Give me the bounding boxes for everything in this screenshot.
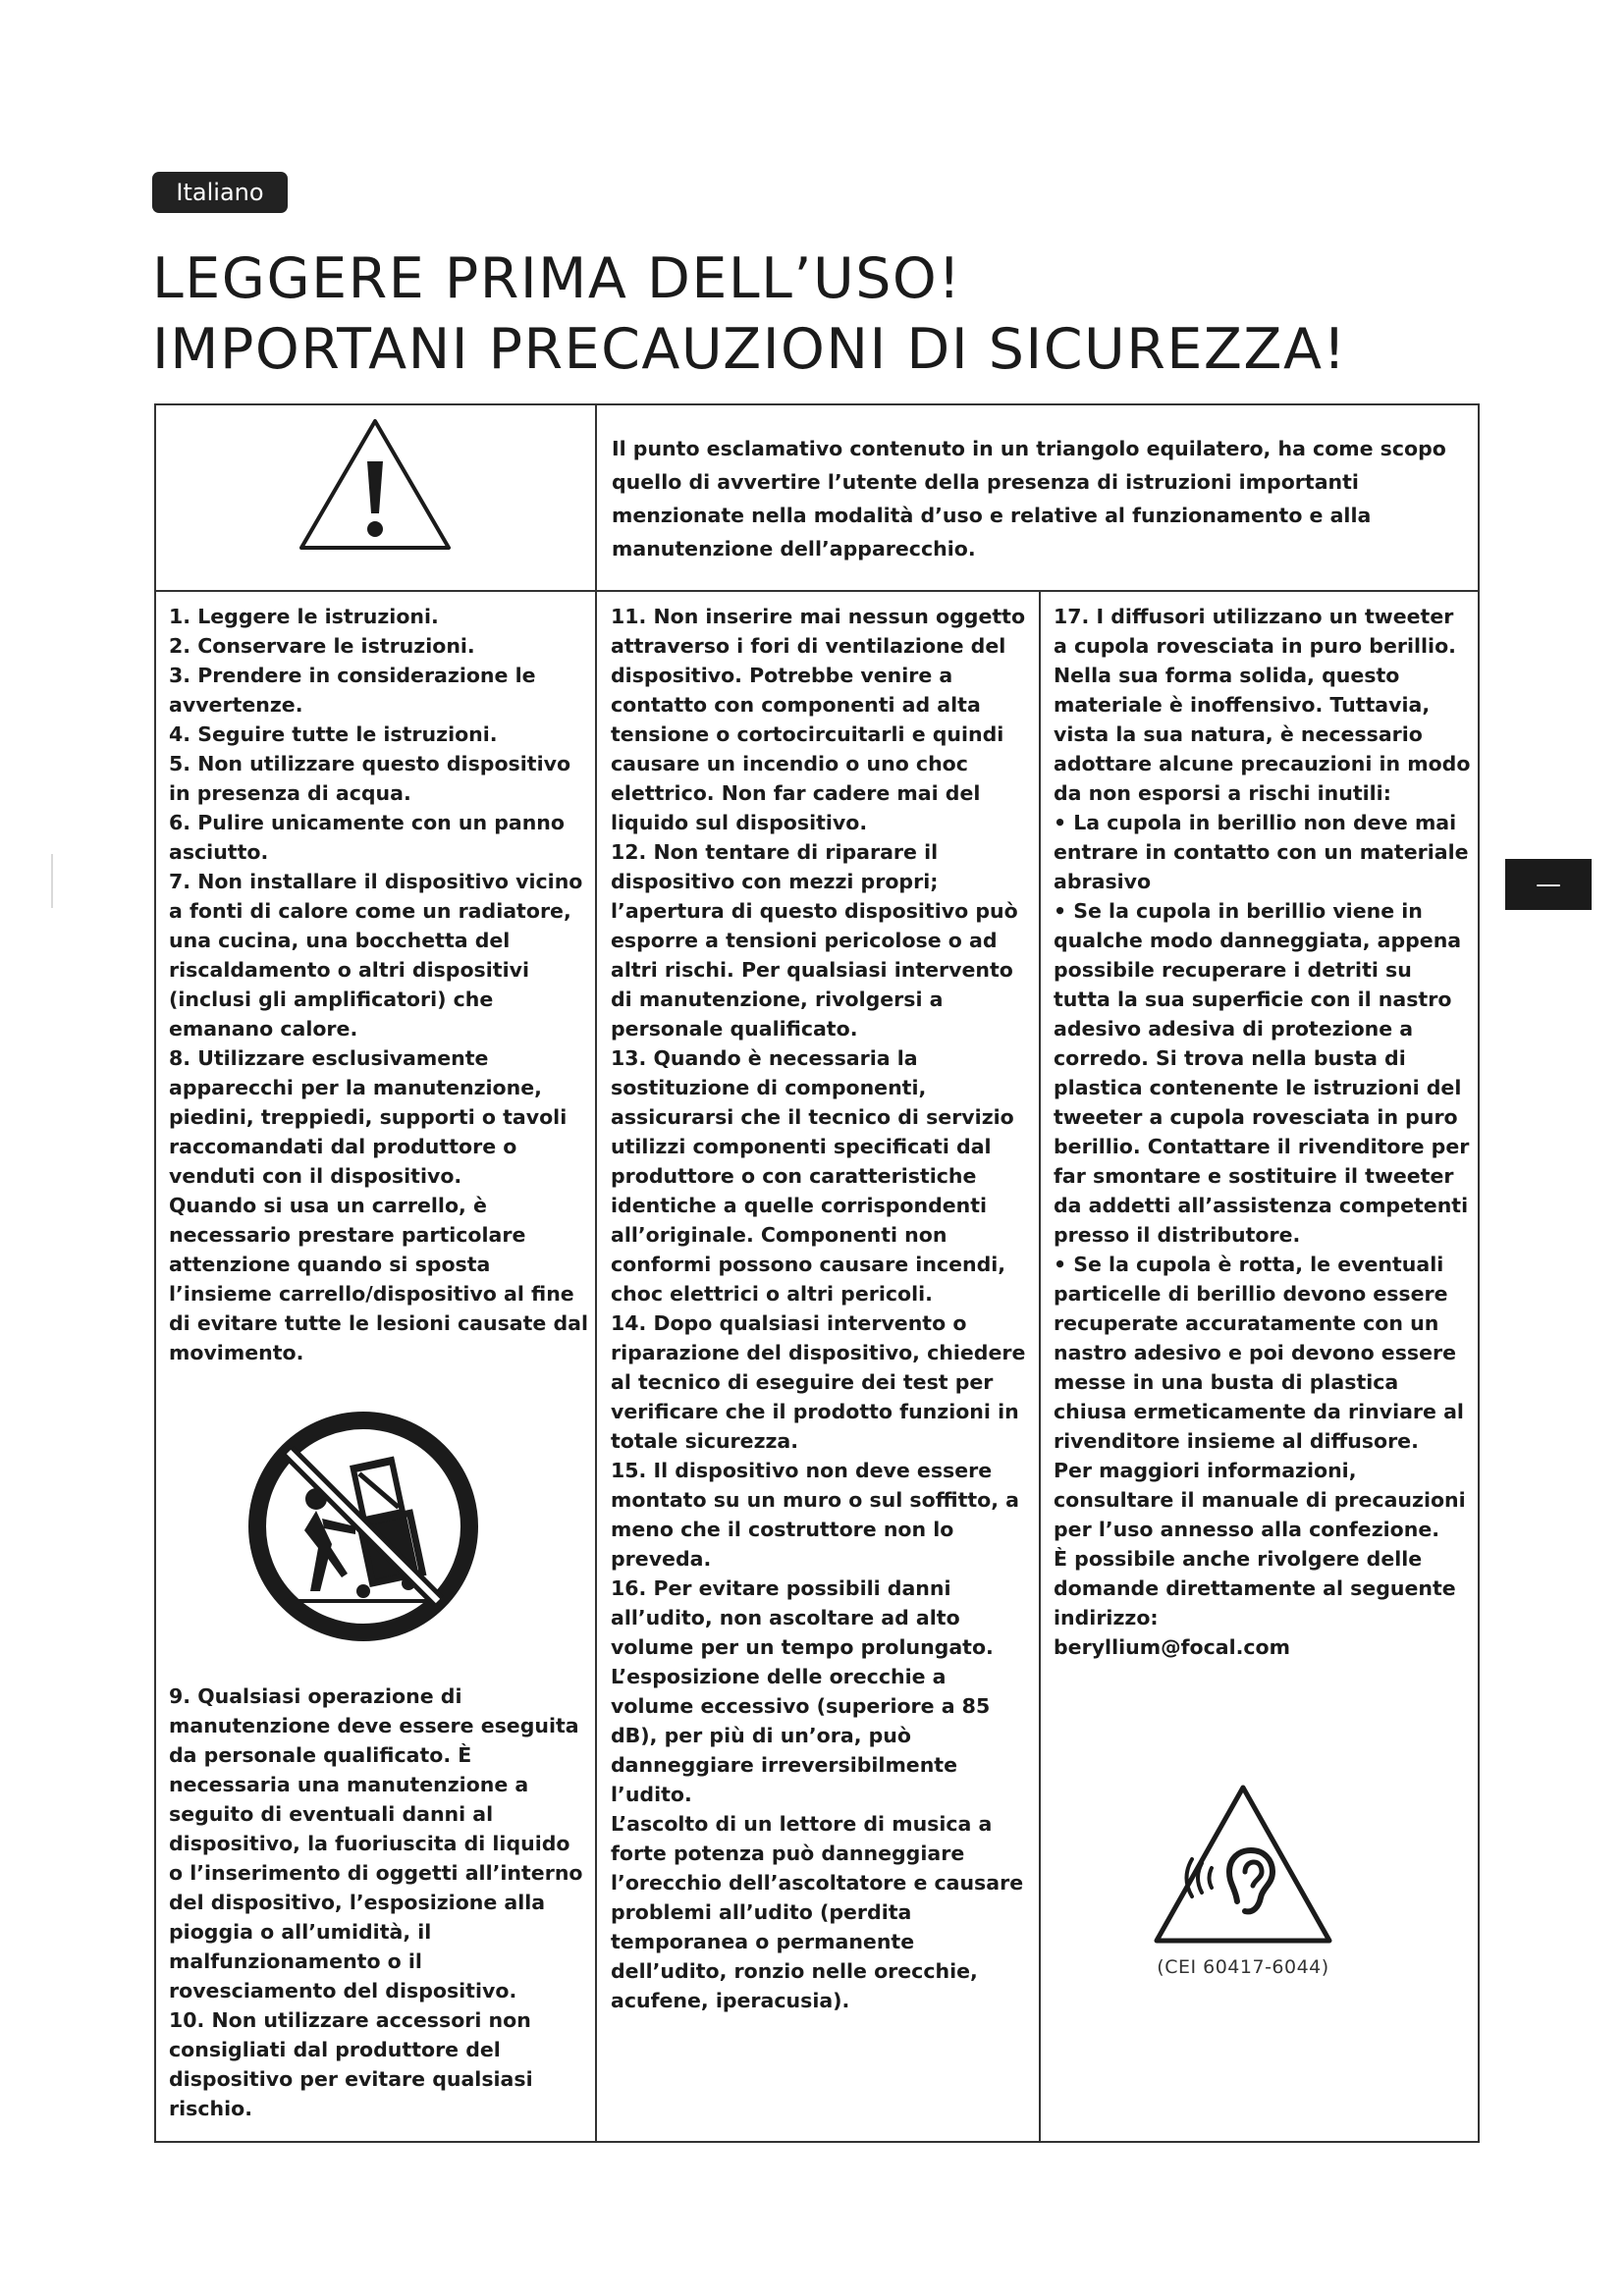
column-3 <box>1054 602 1474 1662</box>
title-line-1: LEGGERE PRIMA DELL’USO! <box>152 246 962 311</box>
instruction-item: È possibile anche rivolgere delle domande direttamente al seguente indirizzo: <box>1054 1547 1456 1629</box>
section-tab: — <box>1505 859 1592 910</box>
warning-explanation: Il punto esclamativo contenuto in un triangolo equilatero, ha come scopo quello di avvertire l’utente della presenza di istruzioni importanti menzionate nella modalità d’uso e relative al funzionamento e alla manutenzione dell’apparecchio. <box>612 437 1446 561</box>
instruction-item: Quando si usa un carrello, è necessario prestare particolare attenzione quando si sposta l’insieme carrello/dispositivo al fine di evitare tutte le lesioni causate dal movimento. <box>169 1194 589 1364</box>
contact-email: beryllium@focal.com <box>1054 1635 1290 1659</box>
instruction-item: 6. Pulire unicamente con un panno asciutto. <box>169 811 565 864</box>
hearing-damage-warning-icon <box>1151 1782 1335 1949</box>
instruction-item: 1. Leggere le istruzioni. <box>169 605 439 628</box>
row-divider <box>154 590 1480 592</box>
instruction-item: 15. Il dispositivo non deve essere montato su un muro o sul soffitto, a meno che il costruttore non lo preveda. <box>611 1459 1020 1571</box>
instruction-item: • Se la cupola è rotta, le eventuali particelle di berillio devono essere recuperate accuratamente con un nastro adesivo e poi devono essere messe in una busta di plastica chiusa ermeticamente da rinviare al rivenditore insieme al diffusore. <box>1054 1253 1464 1453</box>
instruction-item: 7. Non installare il dispositivo vicino a fonti di calore come un radiatore, una cucina, una bocchetta del riscaldamento o altri dispositivi (inclusi gli amplificatori) che emanano calore. <box>169 870 583 1041</box>
language-badge: Italiano <box>152 172 288 213</box>
instruction-item: Per maggiori informazioni, consultare il manuale di precauzioni per l’uso annesso alla confezione. <box>1054 1459 1466 1541</box>
instruction-item: 10. Non utilizzare accessori non consigliati dal produttore del dispositivo per evitare qualsiasi rischio. <box>169 2008 533 2120</box>
instruction-item: 2. Conservare le istruzioni. <box>169 634 475 658</box>
instruction-item: 16. Per evitare possibili danni all’udito, non ascoltare ad alto volume per un tempo prolungato. <box>611 1576 994 1659</box>
instruction-item: L’ascolto di un lettore di musica a forte potenza può danneggiare l’orecchio dell’ascoltatore e causare problemi all’udito (perdita temporanea o permanente dell’udito, ronzio nelle orecchie, acufene, iperacusia). <box>611 1812 1024 2012</box>
instruction-item: 8. Utilizzare esclusivamente apparecchi per la manutenzione, piedini, treppiedi, supporti o tavoli raccomandati dal produttore o venduti con il dispositivo. <box>169 1046 568 1188</box>
instruction-item: L’esposizione delle orecchie a volume eccessivo (superiore a 85 dB), per più di un’ora, può danneggiare irreversibilmente l’udito. <box>611 1665 991 1806</box>
column-1-bottom <box>169 1682 589 2123</box>
instruction-item: 14. Dopo qualsiasi intervento o riparazione del dispositivo, chiedere al tecnico di eseguire dei test per verificare che il prodotto funzioni in totale sicurezza. <box>611 1311 1026 1453</box>
column-1-top <box>169 602 589 1367</box>
instruction-item: 17. I diffusori utilizzano un tweeter a cupola rovesciata in puro berillio. Nella sua forma solida, questo materiale è inoffensivo. Tuttavia, vista la sua natura, è necessario adottare alcune precauzioni in modo da non esporsi a rischi inutili: <box>1054 605 1471 805</box>
instruction-item: 11. Non inserire mai nessun oggetto attraverso i fori di ventilazione del dispositivo. Potrebbe venire a contatto con componenti ad alta tensione o cortocircuitarli e quindi causare un incendio o uno choc elettrico. Non far cadere mai del liquido sul dispositivo. <box>611 605 1026 834</box>
page-title <box>152 243 1347 385</box>
column-2 <box>611 602 1031 2015</box>
instruction-item: 13. Quando è necessaria la sostituzione di componenti, assicurarsi che il tecnico di servizio utilizzi componenti specificati dal produttore o con caratteristiche identiche a quelle corrispondenti all’originale. Componenti non conformi possono causare incendi, choc elettrici o altri pericoli. <box>611 1046 1014 1306</box>
instruction-item: • Se la cupola in berillio viene in qualche modo danneggiata, appena possibile recuperare i detriti su tutta la sua superficie con il nastro adesivo adesiva di protezione a corredo. Si trova nella busta di plastica contenente le istruzioni del tweeter a cupola rovesciata in puro berillio. Contattare il rivenditore per far smontare e sostituire il tweeter da addetti all’assistenza competenti presso il distributore. <box>1054 899 1470 1247</box>
column-divider-1 <box>595 403 597 2143</box>
title-line-2: IMPORTANI PRECAUZIONI DI SICUREZZA! <box>152 317 1347 382</box>
cei-standard-label: (CEI 60417-6044) <box>1157 1956 1329 1978</box>
instruction-item: 3. Prendere in considerazione le avvertenze. <box>169 664 536 717</box>
cart-tip-over-warning-icon <box>245 1409 481 1644</box>
warning-exclamation-icon <box>297 417 454 555</box>
instruction-item: • La cupola in berillio non deve mai entrare in contatto con un materiale abrasivo <box>1054 811 1469 893</box>
instruction-item: 12. Non tentare di riparare il dispositivo con mezzi propri; l’apertura di questo dispositivo può esporre a tensioni pericolose o ad altri rischi. Per qualsiasi intervento di manutenzione, rivolgersi a personale qualificato. <box>611 840 1018 1041</box>
instruction-item: 9. Qualsiasi operazione di manutenzione deve essere eseguita da personale qualificato. È necessaria una manutenzione a seguito di eventuali danni al dispositivo, la fuoriuscita di liquido o l’inserimento di oggetti all’interno del dispositivo, l’esposizione alla pioggia o all’umidità, il malfunzionamento o il rovesciamento del dispositivo. <box>169 1684 583 2002</box>
page-edge-mark <box>51 854 53 908</box>
instruction-item: 5. Non utilizzare questo dispositivo in presenza di acqua. <box>169 752 571 805</box>
column-divider-2 <box>1039 590 1041 2143</box>
instruction-item: 4. Seguire tutte le istruzioni. <box>169 722 498 746</box>
